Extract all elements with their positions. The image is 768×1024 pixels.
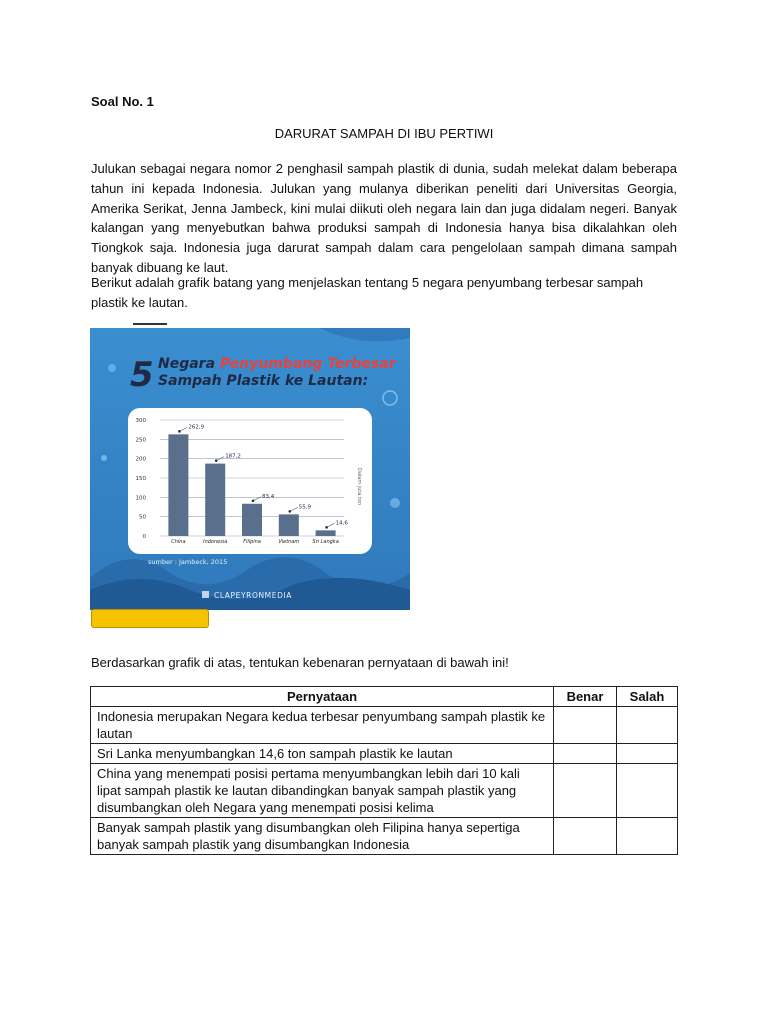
highlight-bar <box>91 609 209 628</box>
bar <box>279 514 299 536</box>
y-tick-label: 100 <box>135 495 146 502</box>
data-label: 14,6 <box>335 520 348 527</box>
bar <box>168 434 188 536</box>
false-answer-cell[interactable] <box>617 707 678 744</box>
bubble-decoration <box>101 455 107 461</box>
bar <box>242 504 262 536</box>
header-true: Benar <box>554 687 617 707</box>
infographic-svg <box>90 328 410 610</box>
brand-name: CLAPEYRONMEDIA <box>214 591 293 600</box>
statement-cell: Sri Lanka menyumbangkan 14,6 ton sampah plastik ke lautan <box>91 744 554 764</box>
bubble-decoration <box>390 498 400 508</box>
statement-cell: Indonesia merupakan Negara kedua terbesar penyumbang sampah plastik ke lautan <box>91 707 554 744</box>
x-tick-label: Indonesia <box>203 539 228 545</box>
header-false: Salah <box>617 687 678 707</box>
divider-line <box>133 323 167 325</box>
bar <box>316 530 336 536</box>
y-tick-label: 0 <box>142 534 146 540</box>
true-answer-cell[interactable] <box>554 744 617 764</box>
title-highlight: Penyumbang Terbesar <box>219 356 396 372</box>
chart-unit-label: Dalam juta ton <box>356 468 362 506</box>
question-number: Soal No. 1 <box>91 94 154 109</box>
bubble-decoration <box>108 364 116 372</box>
true-answer-cell[interactable] <box>554 707 617 744</box>
y-tick-label: 50 <box>139 514 146 521</box>
instruction-paragraph: Berdasarkan grafik di atas, tentukan kebenaran pernyataan di bawah ini! <box>91 655 509 670</box>
false-answer-cell[interactable] <box>617 818 678 855</box>
intro-paragraph: Julukan sebagai negara nomor 2 penghasil sampah plastik di dunia, sudah melekat dalam beberapa tahun ini kepada Indonesia. Julukan yang mulanya diberikan peneliti dari Universitas Georgia, Amerika Serikat, Jenna Jambeck, kini mulai diikuti oleh negara lain dan juga didalam negeri. Banyak kalangan yang menyebutkan bahwa produksi sampah di Indonesia hanya bisa dikalahkan oleh Tiongkok saja. Indonesia juga darurat sampah dalam cara pengelolaan sampah dimana sampah banyak dibuang ke laut. <box>91 161 677 275</box>
true-answer-cell[interactable] <box>554 764 617 818</box>
x-tick-label: Filipina <box>243 539 261 545</box>
table-header-row <box>91 687 678 707</box>
title-part-negara: Negara <box>158 356 220 372</box>
statement-table <box>90 686 678 855</box>
header-statement: Pernyataan <box>91 687 554 707</box>
document-title: DARURAT SAMPAH DI IBU PERTIWI <box>274 126 494 141</box>
table-row <box>91 818 678 855</box>
y-tick-label: 300 <box>135 418 146 424</box>
false-answer-cell[interactable] <box>617 744 678 764</box>
infographic-title-line2: Sampah Plastik ke Lautan: <box>158 373 369 389</box>
statement-cell: China yang menempati posisi pertama menyumbangkan lebih dari 10 kali lipat sampah plastik ke lautan dibandingkan banyak sampah plastik yang disumbangkan oleh Negara yang menempati posisi kelima <box>91 764 554 818</box>
chart-intro-paragraph: Berikut adalah grafik batang yang menjelaskan tentang 5 negara penyumbang terbesar sampah plastik ke lautan. <box>91 275 644 310</box>
statement-cell: Banyak sampah plastik yang disumbangkan oleh Filipina hanya sepertiga banyak sampah plastik yang disumbangkan Indonesia <box>91 818 554 855</box>
chart-source: sumber : Jambeck, 2015 <box>148 558 228 566</box>
brand-logo <box>202 591 209 598</box>
bar <box>205 464 225 536</box>
y-tick-label: 150 <box>135 476 146 482</box>
data-label: 55,9 <box>298 504 312 511</box>
x-tick-label: Vietnam <box>278 539 300 545</box>
x-tick-label: Sri Langka <box>312 539 339 545</box>
false-answer-cell[interactable] <box>617 764 678 818</box>
table-row <box>91 744 678 764</box>
data-label: 83,4 <box>262 493 275 500</box>
value-marker <box>252 499 255 502</box>
table-row <box>91 707 678 744</box>
infographic-title-line1 <box>158 356 397 372</box>
bubble-decoration <box>383 391 397 405</box>
data-label: 262,9 <box>188 424 205 431</box>
y-tick-label: 250 <box>135 437 146 444</box>
value-marker <box>178 430 181 433</box>
y-tick-label: 200 <box>135 456 146 463</box>
infographic-number: 5 <box>130 355 154 395</box>
x-tick-label: China <box>171 539 186 545</box>
table-row <box>91 764 678 818</box>
infographic-image <box>90 328 410 610</box>
true-answer-cell[interactable] <box>554 818 617 855</box>
value-marker <box>289 510 292 513</box>
data-label: 187,2 <box>225 453 241 460</box>
value-marker <box>325 526 328 529</box>
wave-decoration <box>320 328 410 341</box>
